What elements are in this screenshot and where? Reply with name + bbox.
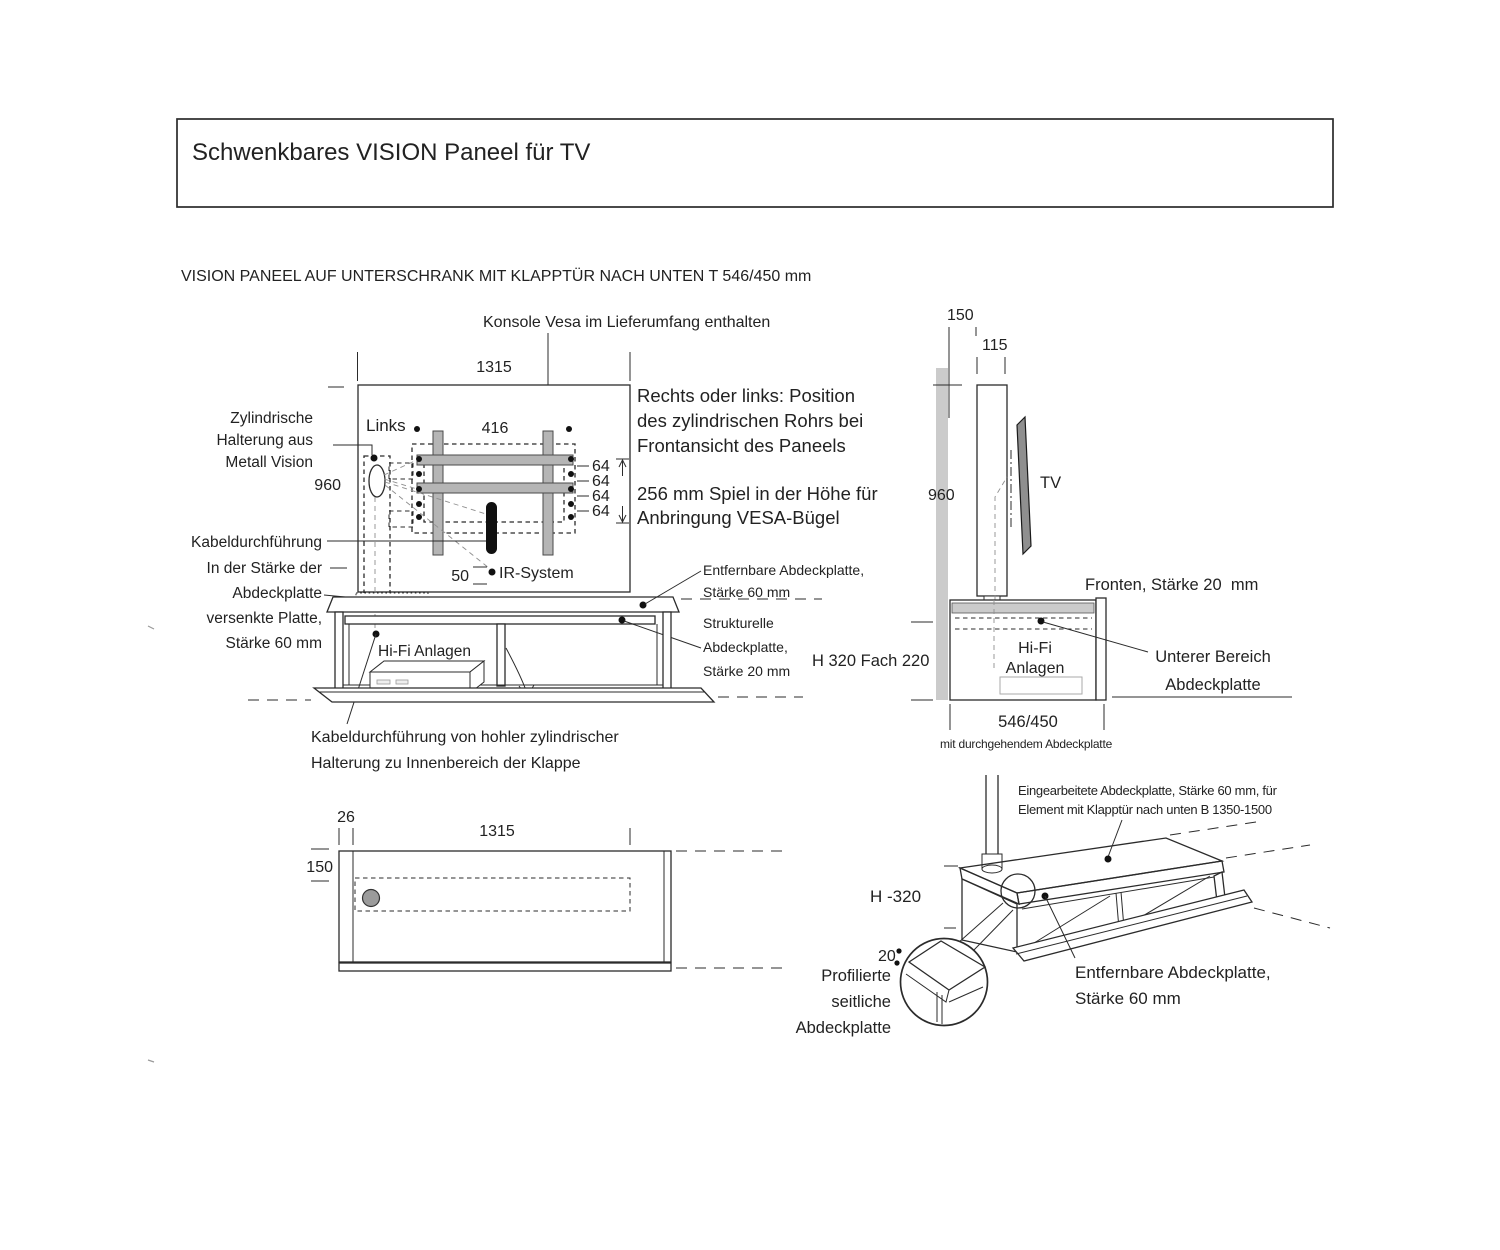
ir-system-label: IR-System xyxy=(499,565,574,582)
zyl-label-3: Metall Vision xyxy=(225,454,313,471)
side-dim-150: 150 xyxy=(947,307,974,324)
prof-label-1: Profilierte xyxy=(821,967,891,985)
holder-oval xyxy=(369,465,385,497)
front-hifi-label: Hi-Fi Anlagen xyxy=(378,643,472,660)
side-cabinet-door xyxy=(1096,598,1106,700)
dim-64-1: 64 xyxy=(592,458,610,475)
front-dim-1315-value: 1315 xyxy=(476,359,512,376)
dim-64-2: 64 xyxy=(592,473,610,490)
vesa-bar-horizontal-top xyxy=(417,455,573,465)
structural-shelf xyxy=(345,616,655,624)
note1-line1: Rechts oder links: Position xyxy=(637,385,855,406)
open-flap-tray xyxy=(314,688,714,702)
iso-view xyxy=(796,775,1330,1037)
holder-dot xyxy=(371,455,378,462)
eing-label-2: Element mit Klapptür nach unten B 1350-1500 xyxy=(1018,802,1272,817)
side-cabinet xyxy=(950,598,1148,700)
vesa-bar-horizontal-bottom xyxy=(417,483,573,493)
staerke-label-3: versenkte Platte, xyxy=(206,610,322,627)
staerke-label-4: Stärke 60 mm xyxy=(225,635,322,652)
kabel2-label-1: Kabeldurchführung von hohler zylindrischer xyxy=(311,729,619,746)
iso-dim-20: 20 xyxy=(878,948,896,965)
note2-line1: 256 mm Spiel in der Höhe für xyxy=(637,483,878,504)
dim-50-value: 50 xyxy=(451,568,469,585)
side-dim-960: 960 xyxy=(928,487,955,504)
tv-shape xyxy=(1017,417,1031,554)
cabinet-side-right xyxy=(663,612,671,689)
links-label: Links xyxy=(366,416,406,435)
front-notes xyxy=(637,385,878,528)
cabinet-divider xyxy=(497,624,505,686)
iso-h320-label: H -320 xyxy=(870,887,922,906)
side-dim-115: 115 xyxy=(982,337,1008,354)
eing-label-1: Eingearbeitete Abdeckplatte, Stärke 60 mm, für xyxy=(1018,783,1277,798)
iso-pole xyxy=(982,775,1002,873)
front-dim-1315 xyxy=(358,352,631,381)
note1-line3: Frontansicht des Paneels xyxy=(637,435,846,456)
prof-label-2: seitliche xyxy=(831,993,891,1011)
wall-strip xyxy=(936,368,948,700)
unterer-label-1: Unterer Bereich xyxy=(1155,648,1271,666)
side-hifi-device xyxy=(1000,677,1082,694)
cabinet-side-left xyxy=(335,612,343,689)
zyl-label-1: Zylindrische xyxy=(230,410,313,427)
page-subtitle: VISION PANEEL AUF UNTERSCHRANK MIT KLAPPTÜR NACH UNTEN T 546/450 mm xyxy=(181,268,812,285)
title-block xyxy=(177,119,1333,207)
detail-zoom-circle xyxy=(901,939,988,1026)
struk-label-3: Stärke 20 mm xyxy=(703,663,791,679)
kabel-label: Kabeldurchführung xyxy=(191,534,322,551)
front-dim-416-value: 416 xyxy=(481,420,509,437)
mit-label: mit durchgehendem Abdeckplatte xyxy=(939,737,1113,751)
front-dim-960: 960 xyxy=(314,477,341,494)
dim-64-3: 64 xyxy=(592,488,610,505)
struk-label-2: Abdeckplatte, xyxy=(703,639,788,655)
top-view xyxy=(306,809,788,971)
staerke-label-1: In der Stärke der xyxy=(206,560,322,577)
iso-entf-label-1: Entfernbare Abdeckplatte, xyxy=(1075,963,1271,982)
iso-entf-label-2: Stärke 60 mm xyxy=(1075,989,1181,1008)
panel-dot-right xyxy=(566,426,572,432)
struk-label-1: Strukturelle xyxy=(703,615,774,631)
note1-line2: des zylindrischen Rohrs bei xyxy=(637,410,864,431)
page-title: Schwenkbares VISION Paneel für TV xyxy=(192,139,591,166)
iso-top-plate xyxy=(960,822,1310,904)
side-view xyxy=(812,307,1292,751)
prof-label-3: Abdeckplatte xyxy=(795,1019,891,1037)
iso-carcass xyxy=(962,872,1330,961)
top-dim-150: 150 xyxy=(306,859,333,876)
staerke-label-2: Abdeckplatte xyxy=(232,585,322,602)
side-hifi-label-2: Anlagen xyxy=(1005,660,1065,677)
side-dim-546: 546/450 xyxy=(998,713,1058,731)
tv-label: TV xyxy=(1040,474,1062,492)
zyl-label-2: Halterung aus xyxy=(216,432,313,449)
front-view xyxy=(191,314,878,772)
fronten-label: Fronten, Stärke 20 mm xyxy=(1085,576,1259,594)
top-view-tube-hole xyxy=(363,890,380,907)
konsole-vesa-label: Konsole Vesa im Lieferumfang enthalten xyxy=(483,314,771,331)
entf-label-2: Stärke 60 mm xyxy=(703,584,791,600)
top-dim-26: 26 xyxy=(337,809,355,826)
cylinder-tube xyxy=(486,502,497,554)
scan-artifacts xyxy=(148,626,154,1062)
entf-label-1: Entfernbare Abdeckplatte, xyxy=(703,562,865,578)
top-view-front-strip xyxy=(339,963,671,971)
eing-leader xyxy=(1108,820,1122,857)
side-hifi-label-1: Hi-Fi xyxy=(1018,640,1052,657)
unterer-label-2: Abdeckplatte xyxy=(1165,676,1261,694)
ir-dot xyxy=(489,569,496,576)
note2-line2: Anbringung VESA-Bügel xyxy=(637,507,840,528)
side-panel-outline xyxy=(977,385,1007,596)
iso-open-flap xyxy=(1013,890,1252,961)
cabinet-top-plate xyxy=(327,597,679,612)
h320-label: H 320 Fach 220 xyxy=(812,652,930,670)
dim-64-4: 64 xyxy=(592,503,610,520)
panel-dot-left xyxy=(414,426,420,432)
top-dim-1315: 1315 xyxy=(479,823,515,840)
kabel2-label-2: Halterung zu Innenbereich der Klappe xyxy=(311,755,581,772)
top-view-slot xyxy=(355,878,630,911)
side-cabinet-top-plate xyxy=(952,603,1094,613)
